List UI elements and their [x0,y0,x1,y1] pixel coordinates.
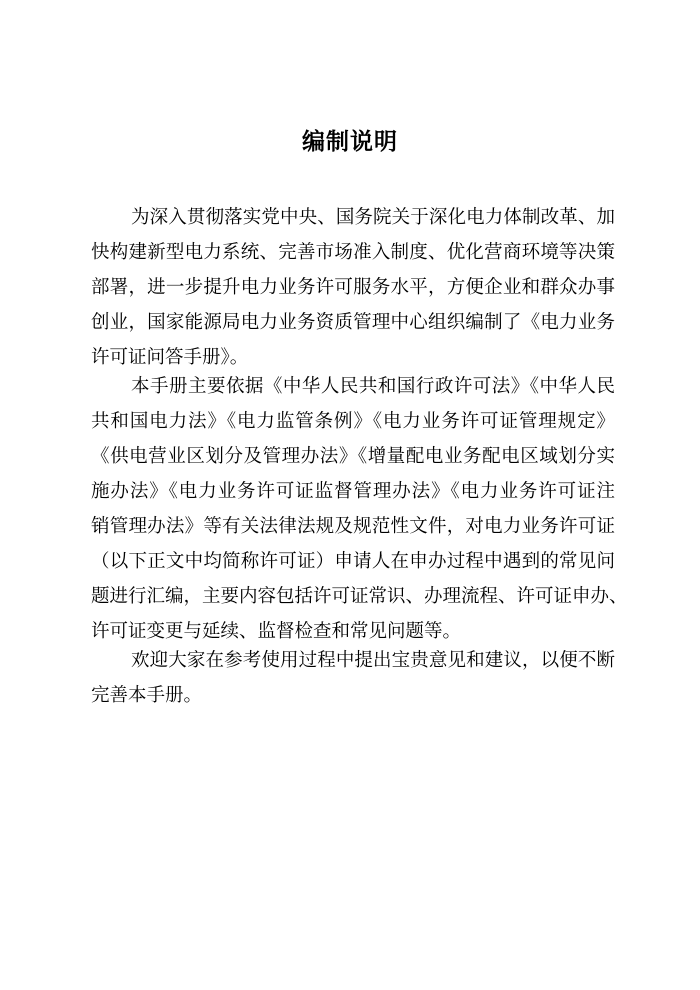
page-title: 编制说明 [302,129,398,155]
paragraph-line: 共和国电力法》《电力监管条例》《电力业务许可证管理规定》 [91,411,615,432]
paragraph-line: 《供电营业区划分及管理办法》《增量配电业务配电区域划分实 [91,446,615,467]
paragraph-line: 销管理办法》等有关法律法规及规范性文件，对电力业务许可证 [91,516,615,537]
paragraph-basis [91,369,628,649]
paragraph-line: 完善本手册。 [91,685,203,706]
paragraph-line: 部署，进一步提升电力业务许可服务水平，方便企业和群众办事 [91,277,615,298]
paragraph-line: 创业，国家能源局电力业务资质管理中心组织编制了《电力业务 [91,312,615,333]
paragraph-line: （以下正文中均简称许可证）申请人在申办过程中遇到的常见问 [91,551,615,572]
paragraph-line: 快构建新型电力系统、完善市场准入制度、优化营商环境等决策 [91,242,615,263]
paragraph-line: 题进行汇编，主要内容包括许可证常识、办理流程、许可证申办、 [91,586,628,607]
paragraph-feedback [91,643,615,713]
paragraph-line: 许可证问答手册》。 [91,347,249,368]
paragraph-intro [91,200,615,375]
paragraph-line: 欢迎大家在参考使用过程中提出宝贵意见和建议，以便不断 [131,650,615,671]
paragraph-line: 为深入贯彻落实党中央、国务院关于深化电力体制改革、加 [131,207,615,228]
paragraph-line: 许可证变更与延续、监督检查和常见问题等。 [91,621,462,642]
paragraph-line: 施办法》《电力业务许可证监督管理办法》《电力业务许可证注 [91,481,615,502]
paragraph-line: 本手册主要依据《中华人民共和国行政许可法》《中华人民 [131,376,615,397]
